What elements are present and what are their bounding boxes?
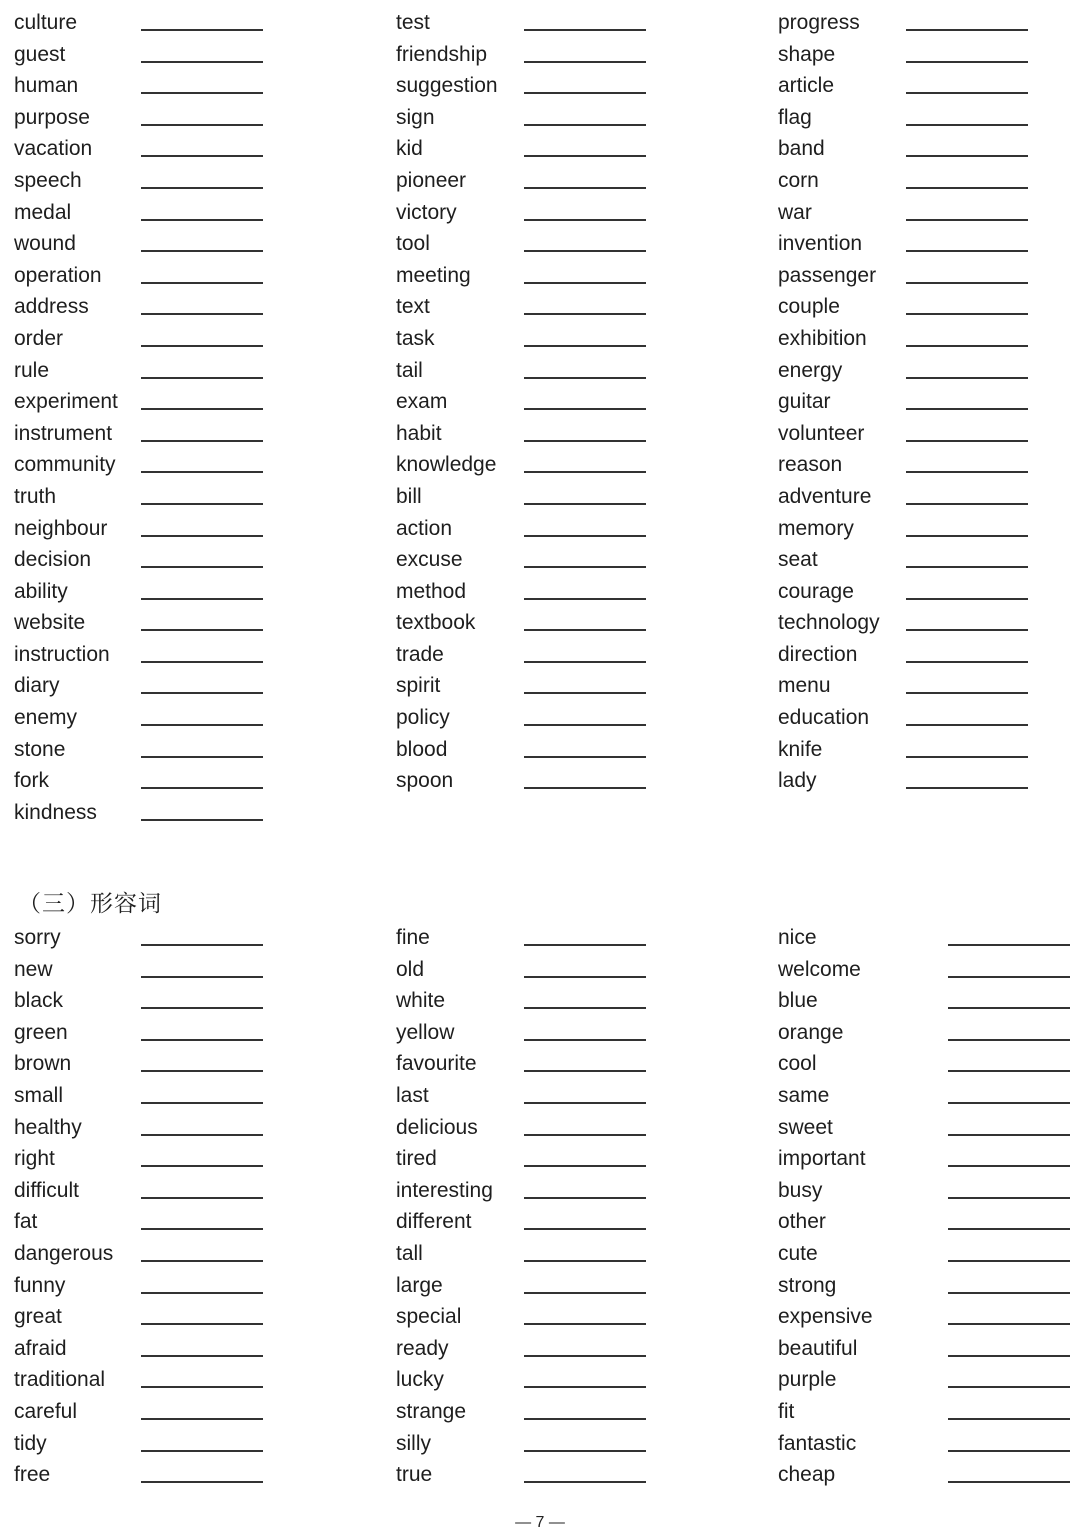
answer-blank[interactable] <box>524 377 646 379</box>
answer-blank[interactable] <box>906 629 1028 631</box>
vocab-word: action <box>396 516 453 540</box>
vocab-word: orange <box>778 1020 844 1044</box>
answer-blank[interactable] <box>948 976 1070 978</box>
vocab-word: right <box>14 1147 55 1171</box>
vocab-word: fine <box>396 926 430 949</box>
vocab-word: cheap <box>778 1463 836 1487</box>
answer-blank[interactable] <box>141 345 263 347</box>
answer-blank[interactable] <box>948 944 1070 946</box>
vocab-word: green <box>14 1020 68 1044</box>
vocab-word: tired <box>396 1147 437 1171</box>
vocab-word: technology <box>778 611 880 635</box>
answer-blank[interactable] <box>948 1386 1070 1388</box>
answer-blank[interactable] <box>948 1165 1070 1167</box>
vocab-word: silly <box>396 1431 431 1455</box>
answer-blank[interactable] <box>141 1292 263 1294</box>
vocab-word: seat <box>778 548 818 572</box>
answer-blank[interactable] <box>141 629 263 631</box>
vocab-word: suggestion <box>396 74 498 98</box>
answer-blank[interactable] <box>141 1228 263 1230</box>
vocab-word: spirit <box>396 674 441 698</box>
answer-blank[interactable] <box>906 313 1028 315</box>
vocab-word: passenger <box>778 263 877 287</box>
answer-blank[interactable] <box>524 756 646 758</box>
vocab-word: war <box>778 200 812 224</box>
answer-blank[interactable] <box>141 944 263 946</box>
answer-blank[interactable] <box>906 282 1028 284</box>
answer-blank[interactable] <box>906 250 1028 252</box>
vocab-word: meeting <box>396 263 471 287</box>
answer-blank[interactable] <box>524 124 646 126</box>
answer-blank[interactable] <box>906 61 1028 63</box>
vocab-word: white <box>396 989 446 1013</box>
vocab-word: careful <box>14 1399 78 1423</box>
answer-blank[interactable] <box>906 92 1028 94</box>
vocab-word: truth <box>14 484 57 508</box>
vocab-word: knowledge <box>396 453 497 477</box>
answer-blank[interactable] <box>141 756 263 758</box>
vocab-word: fantastic <box>778 1431 857 1455</box>
vocab-word: purpose <box>14 105 90 129</box>
answer-blank[interactable] <box>906 345 1028 347</box>
vocab-word: invention <box>778 232 863 256</box>
vocab-word: old <box>396 957 425 981</box>
vocab-word: ability <box>14 579 68 603</box>
vocab-word: neighbour <box>14 516 108 540</box>
answer-blank[interactable] <box>141 1070 263 1072</box>
answer-blank[interactable] <box>906 661 1028 663</box>
vocab-word: website <box>14 611 86 635</box>
vocab-word: corn <box>778 168 819 192</box>
vocab-word: address <box>14 295 89 319</box>
answer-blank[interactable] <box>906 440 1028 442</box>
answer-blank[interactable] <box>948 1134 1070 1136</box>
vocab-word: sweet <box>778 1115 833 1139</box>
answer-blank[interactable] <box>906 535 1028 537</box>
vocab-word: spoon <box>396 769 454 793</box>
answer-blank[interactable] <box>948 1197 1070 1199</box>
adjectives-heading: （三）形容词 <box>18 891 162 917</box>
vocab-word: shape <box>778 42 836 66</box>
answer-blank[interactable] <box>948 1070 1070 1072</box>
answer-blank[interactable] <box>141 1450 263 1452</box>
answer-blank[interactable] <box>906 566 1028 568</box>
vocab-word: culture <box>14 11 78 34</box>
vocab-word: progress <box>778 11 860 34</box>
answer-blank[interactable] <box>141 282 263 284</box>
vocab-word: favourite <box>396 1052 477 1076</box>
vocab-word: beautiful <box>778 1336 858 1360</box>
answer-blank[interactable] <box>141 219 263 221</box>
answer-blank[interactable] <box>524 408 646 410</box>
answer-blank[interactable] <box>948 1292 1070 1294</box>
answer-blank[interactable] <box>524 1355 646 1357</box>
vocab-word: healthy <box>14 1115 82 1139</box>
vocab-word: cool <box>778 1052 817 1076</box>
vocab-word: flag <box>778 105 812 129</box>
vocab-word: new <box>14 957 53 981</box>
vocab-word: policy <box>396 706 450 730</box>
vocab-word: medal <box>14 200 72 224</box>
answer-blank[interactable] <box>948 1418 1070 1420</box>
vocab-word: welcome <box>778 957 861 981</box>
vocab-word: true <box>396 1463 433 1487</box>
vocab-word: lucky <box>396 1368 444 1392</box>
answer-blank[interactable] <box>524 440 646 442</box>
answer-blank[interactable] <box>524 692 646 694</box>
vocab-word: large <box>396 1273 443 1297</box>
answer-blank[interactable] <box>141 313 263 315</box>
vocab-word: fork <box>14 769 50 793</box>
answer-blank[interactable] <box>524 503 646 505</box>
answer-blank[interactable] <box>524 566 646 568</box>
vocab-word: tidy <box>14 1431 47 1455</box>
answer-blank[interactable] <box>948 1450 1070 1452</box>
vocab-word: textbook <box>396 611 476 635</box>
vocab-word: community <box>14 453 116 477</box>
answer-blank[interactable] <box>524 661 646 663</box>
vocab-word: tool <box>396 232 430 256</box>
answer-blank[interactable] <box>141 377 263 379</box>
vocab-word: method <box>396 579 467 603</box>
answer-blank[interactable] <box>141 408 263 410</box>
vocab-word: funny <box>14 1273 66 1297</box>
vocab-word: rule <box>14 358 50 382</box>
answer-blank[interactable] <box>524 1228 646 1230</box>
vocab-word: traditional <box>14 1368 106 1392</box>
answer-blank[interactable] <box>524 1007 646 1009</box>
answer-blank[interactable] <box>524 1418 646 1420</box>
vocab-word: victory <box>396 200 457 224</box>
answer-blank[interactable] <box>524 1260 646 1262</box>
answer-blank[interactable] <box>906 377 1028 379</box>
answer-blank[interactable] <box>906 598 1028 600</box>
vocab-word: busy <box>778 1178 823 1202</box>
answer-blank[interactable] <box>524 535 646 537</box>
answer-blank[interactable] <box>141 787 263 789</box>
vocab-word: small <box>14 1083 64 1107</box>
answer-blank[interactable] <box>524 1102 646 1104</box>
vocab-word: black <box>14 989 64 1013</box>
vocab-word: great <box>14 1305 62 1329</box>
answer-blank[interactable] <box>141 1102 263 1104</box>
vocab-word: yellow <box>396 1020 455 1044</box>
answer-blank[interactable] <box>141 535 263 537</box>
answer-blank[interactable] <box>141 724 263 726</box>
answer-blank[interactable] <box>141 61 263 63</box>
vocab-word: exhibition <box>778 326 867 350</box>
vocab-word: guitar <box>778 390 831 414</box>
vocab-word: vacation <box>14 137 93 161</box>
answer-blank[interactable] <box>906 187 1028 189</box>
vocab-word: excuse <box>396 548 463 572</box>
answer-blank[interactable] <box>906 756 1028 758</box>
vocab-word: afraid <box>14 1336 67 1360</box>
vocab-word: free <box>14 1463 51 1487</box>
vocab-word: delicious <box>396 1115 478 1139</box>
vocab-word: important <box>778 1147 866 1171</box>
answer-blank[interactable] <box>524 187 646 189</box>
answer-blank[interactable] <box>524 313 646 315</box>
answer-blank[interactable] <box>141 566 263 568</box>
answer-blank[interactable] <box>524 629 646 631</box>
vocab-word: enemy <box>14 706 78 730</box>
answer-blank[interactable] <box>524 1197 646 1199</box>
vocab-word: blue <box>778 989 818 1013</box>
vocab-word: task <box>396 326 435 350</box>
vocab-word: kid <box>396 137 423 161</box>
vocab-word: sorry <box>14 926 61 949</box>
vocab-word: lady <box>778 769 817 793</box>
answer-blank[interactable] <box>141 1134 263 1136</box>
vocab-word: dangerous <box>14 1241 114 1265</box>
vocab-word: interesting <box>396 1178 493 1202</box>
vocab-word: courage <box>778 579 854 603</box>
vocab-word: instrument <box>14 421 113 445</box>
answer-blank[interactable] <box>141 1323 263 1325</box>
vocab-word: trade <box>396 642 444 666</box>
answer-blank[interactable] <box>524 1450 646 1452</box>
answer-blank[interactable] <box>141 1039 263 1041</box>
vocab-word: reason <box>778 453 843 477</box>
vocab-word: fat <box>14 1210 38 1234</box>
answer-blank[interactable] <box>141 1355 263 1357</box>
answer-blank[interactable] <box>906 471 1028 473</box>
vocab-word: friendship <box>396 42 488 66</box>
vocab-word: test <box>396 11 430 34</box>
page-number: — 7 — <box>515 1514 565 1531</box>
vocab-word: tall <box>396 1241 423 1265</box>
vocab-word: knife <box>778 737 823 761</box>
answer-blank[interactable] <box>141 250 263 252</box>
vocab-word: special <box>396 1305 462 1329</box>
answer-blank[interactable] <box>141 187 263 189</box>
vocab-word: memory <box>778 516 854 540</box>
vocab-word: decision <box>14 548 92 572</box>
answer-blank[interactable] <box>524 282 646 284</box>
answer-blank[interactable] <box>906 787 1028 789</box>
answer-blank[interactable] <box>141 92 263 94</box>
answer-blank[interactable] <box>524 250 646 252</box>
vocab-word: text <box>396 295 430 319</box>
answer-blank[interactable] <box>524 92 646 94</box>
vocab-word: article <box>778 74 835 98</box>
answer-blank[interactable] <box>948 1481 1070 1483</box>
vocab-word: volunteer <box>778 421 865 445</box>
vocab-word: purple <box>778 1368 837 1392</box>
vocab-word: cute <box>778 1241 818 1265</box>
answer-blank[interactable] <box>524 724 646 726</box>
vocab-word: habit <box>396 421 442 445</box>
answer-blank[interactable] <box>524 219 646 221</box>
vocab-word: education <box>778 706 870 730</box>
answer-blank[interactable] <box>948 1355 1070 1357</box>
answer-blank[interactable] <box>141 976 263 978</box>
vocab-word: fit <box>778 1399 795 1423</box>
answer-blank[interactable] <box>524 944 646 946</box>
answer-blank[interactable] <box>524 1481 646 1483</box>
vocab-word: human <box>14 74 79 98</box>
vocab-word: diary <box>14 674 60 698</box>
answer-blank[interactable] <box>948 1323 1070 1325</box>
answer-blank[interactable] <box>141 1007 263 1009</box>
answer-blank[interactable] <box>141 1260 263 1262</box>
answer-blank[interactable] <box>524 976 646 978</box>
vocab-word: difficult <box>14 1178 79 1202</box>
answer-blank[interactable] <box>906 219 1028 221</box>
vocab-word: direction <box>778 642 858 666</box>
answer-blank[interactable] <box>524 1323 646 1325</box>
answer-blank[interactable] <box>524 61 646 63</box>
vocab-word: sign <box>396 105 435 129</box>
vocab-word: strong <box>778 1273 837 1297</box>
answer-blank[interactable] <box>948 1260 1070 1262</box>
vocab-word: strange <box>396 1399 467 1423</box>
answer-blank[interactable] <box>141 124 263 126</box>
answer-blank[interactable] <box>141 1165 263 1167</box>
answer-blank[interactable] <box>948 1007 1070 1009</box>
answer-blank[interactable] <box>524 1134 646 1136</box>
vocab-word: wound <box>14 232 76 256</box>
vocab-word: blood <box>396 737 448 761</box>
answer-blank[interactable] <box>141 471 263 473</box>
answer-blank[interactable] <box>141 1418 263 1420</box>
vocab-word: nice <box>778 926 817 949</box>
vocab-word: same <box>778 1083 830 1107</box>
answer-blank[interactable] <box>524 345 646 347</box>
answer-blank[interactable] <box>141 155 263 157</box>
answer-blank[interactable] <box>906 124 1028 126</box>
vocab-word: expensive <box>778 1305 873 1329</box>
vocab-word: order <box>14 326 64 350</box>
vocab-word: last <box>396 1083 429 1107</box>
answer-blank[interactable] <box>141 1197 263 1199</box>
vocab-word: menu <box>778 674 831 698</box>
answer-blank[interactable] <box>524 1039 646 1041</box>
vocab-word: different <box>396 1210 472 1234</box>
vocab-word: adventure <box>778 484 872 508</box>
vocab-word: experiment <box>14 390 118 414</box>
answer-blank[interactable] <box>524 471 646 473</box>
answer-blank[interactable] <box>524 29 646 31</box>
answer-blank[interactable] <box>906 155 1028 157</box>
answer-blank[interactable] <box>524 787 646 789</box>
answer-blank[interactable] <box>948 1228 1070 1230</box>
answer-blank[interactable] <box>141 503 263 505</box>
answer-blank[interactable] <box>906 724 1028 726</box>
answer-blank[interactable] <box>906 29 1028 31</box>
answer-blank[interactable] <box>524 598 646 600</box>
answer-blank[interactable] <box>141 29 263 31</box>
answer-blank[interactable] <box>524 155 646 157</box>
vocab-word: kindness <box>14 800 97 824</box>
answer-blank[interactable] <box>948 1102 1070 1104</box>
vocab-word: pioneer <box>396 168 467 192</box>
vocab-word: operation <box>14 263 102 287</box>
vocab-word: brown <box>14 1052 72 1076</box>
vocab-word: ready <box>396 1336 449 1360</box>
answer-blank[interactable] <box>141 661 263 663</box>
answer-blank[interactable] <box>141 598 263 600</box>
answer-blank[interactable] <box>141 819 263 821</box>
vocab-word: stone <box>14 737 66 761</box>
answer-blank[interactable] <box>141 692 263 694</box>
vocab-word: exam <box>396 390 448 414</box>
vocab-word: energy <box>778 358 843 382</box>
vocab-word: guest <box>14 42 66 66</box>
vocab-word: other <box>778 1210 826 1234</box>
answer-blank[interactable] <box>141 1386 263 1388</box>
answer-blank[interactable] <box>524 1386 646 1388</box>
vocab-word: instruction <box>14 642 110 666</box>
vocab-word: speech <box>14 168 82 192</box>
answer-blank[interactable] <box>906 503 1028 505</box>
answer-blank[interactable] <box>948 1039 1070 1041</box>
vocab-word: bill <box>396 484 422 508</box>
vocab-word: couple <box>778 295 840 319</box>
answer-blank[interactable] <box>906 408 1028 410</box>
vocab-word: band <box>778 137 825 161</box>
answer-blank[interactable] <box>524 1165 646 1167</box>
vocab-word: tail <box>396 358 423 382</box>
answer-blank[interactable] <box>141 1481 263 1483</box>
answer-blank[interactable] <box>524 1292 646 1294</box>
answer-blank[interactable] <box>141 440 263 442</box>
answer-blank[interactable] <box>906 692 1028 694</box>
answer-blank[interactable] <box>524 1070 646 1072</box>
